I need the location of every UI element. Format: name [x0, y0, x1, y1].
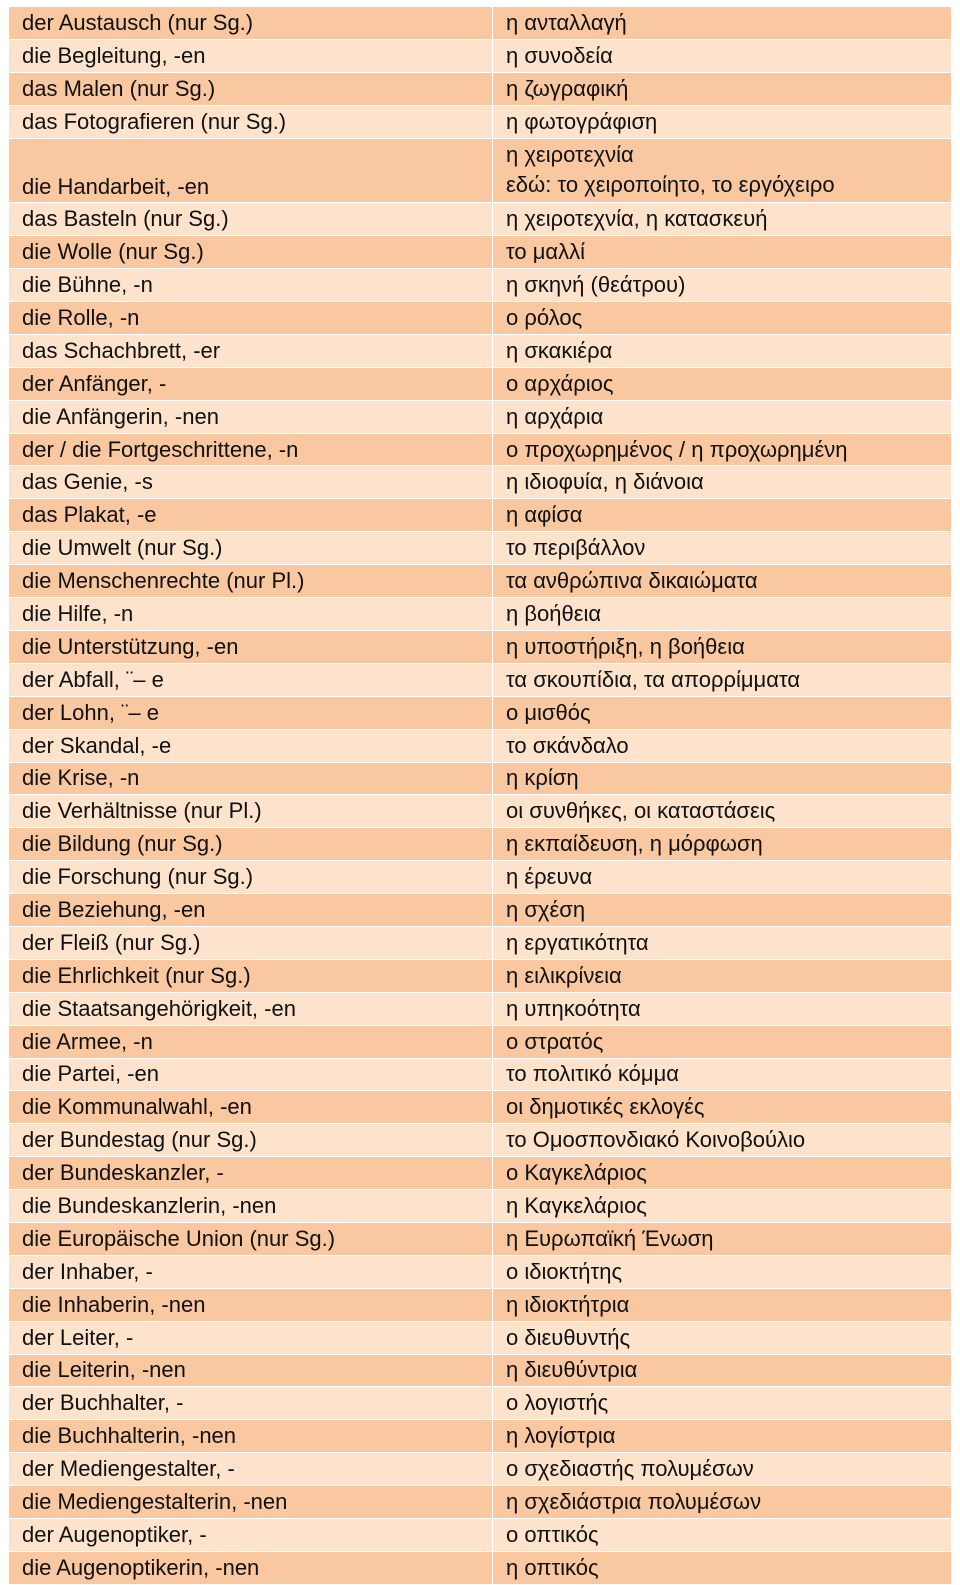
table-row: [9, 1288, 952, 1321]
greek-translation: οι δημοτικές εκλογές: [493, 1091, 952, 1124]
table-row: [9, 1025, 952, 1058]
greek-translation: η λογίστρια: [493, 1420, 952, 1453]
greek-translation: τα ανθρώπινα δικαιώματα: [493, 565, 952, 598]
german-term: die Inhaberin, -nen: [9, 1288, 493, 1321]
table-row: [9, 598, 952, 631]
table-row: [9, 762, 952, 795]
greek-translation: η κρίση: [493, 762, 952, 795]
greek-translation: το περιβάλλον: [493, 532, 952, 565]
greek-translation: ο προχωρημένος / η προχωρημένη: [493, 433, 952, 466]
table-row: [9, 630, 952, 663]
german-term: die Begleitung, -en: [9, 39, 493, 72]
german-term: die Europäische Union (nur Sg.): [9, 1222, 493, 1255]
vocabulary-table-body: [9, 7, 952, 1585]
table-row: [9, 729, 952, 762]
german-term: das Schachbrett, -er: [9, 334, 493, 367]
greek-translation: η υπηκοότητα: [493, 992, 952, 1025]
greek-translation: η Ευρωπαϊκή Ένωση: [493, 1222, 952, 1255]
german-term: das Genie, -s: [9, 466, 493, 499]
greek-translation: η ειλικρίνεια: [493, 959, 952, 992]
greek-translation: η σκηνή (θεάτρου): [493, 269, 952, 302]
table-row: [9, 861, 952, 894]
german-term: der Buchhalter, -: [9, 1387, 493, 1420]
german-term: der / die Fortgeschrittene, -n: [9, 433, 493, 466]
german-term: die Partei, -en: [9, 1058, 493, 1091]
table-row: [9, 696, 952, 729]
greek-translation: η αφίσα: [493, 499, 952, 532]
german-term: das Basteln (nur Sg.): [9, 203, 493, 236]
table-row: [9, 39, 952, 72]
table-row: [9, 499, 952, 532]
greek-translation: ο αρχάριος: [493, 367, 952, 400]
table-row: [9, 7, 952, 40]
table-row: [9, 138, 952, 203]
table-row: [9, 1387, 952, 1420]
greek-translation: το μαλλί: [493, 236, 952, 269]
table-row: [9, 663, 952, 696]
table-row: [9, 203, 952, 236]
german-term: die Anfängerin, -nen: [9, 400, 493, 433]
greek-translation: η σχεδιάστρια πολυμέσων: [493, 1486, 952, 1519]
greek-translation: τα σκουπίδια, τα απορρίμματα: [493, 663, 952, 696]
table-row: [9, 894, 952, 927]
greek-translation: ο μισθός: [493, 696, 952, 729]
table-row: [9, 565, 952, 598]
greek-translation: η ζωγραφική: [493, 72, 952, 105]
table-row: [9, 1058, 952, 1091]
greek-translation-line: η χειροτεχνία: [506, 142, 634, 168]
table-row: [9, 400, 952, 433]
greek-translation: οι συνθήκες, οι καταστάσεις: [493, 795, 952, 828]
table-row: [9, 334, 952, 367]
table-row: [9, 236, 952, 269]
greek-translation: ο ρόλος: [493, 302, 952, 335]
table-row: [9, 269, 952, 302]
german-term: die Unterstützung, -en: [9, 630, 493, 663]
table-row: [9, 795, 952, 828]
greek-translation: ο διευθυντής: [493, 1321, 952, 1354]
greek-translation: η ανταλλαγή: [493, 7, 952, 40]
table-row: [9, 105, 952, 138]
greek-translation: η χειροτεχνία, η κατασκευή: [493, 203, 952, 236]
greek-translation: η οπτικός: [493, 1551, 952, 1584]
greek-translation: ο λογιστής: [493, 1387, 952, 1420]
greek-translation: η εκπαίδευση, η μόρφωση: [493, 828, 952, 861]
greek-translation: ο σχεδιαστής πολυμέσων: [493, 1453, 952, 1486]
table-row: [9, 302, 952, 335]
german-term: die Kommunalwahl, -en: [9, 1091, 493, 1124]
greek-translation: ο Καγκελάριος: [493, 1157, 952, 1190]
greek-translation: το σκάνδαλο: [493, 729, 952, 762]
german-term: die Wolle (nur Sg.): [9, 236, 493, 269]
german-term: der Anfänger, -: [9, 367, 493, 400]
table-row: [9, 1124, 952, 1157]
german-term: der Abfall, ¨– e: [9, 663, 493, 696]
german-term: der Mediengestalter, -: [9, 1453, 493, 1486]
greek-translation: το πολιτικό κόμμα: [493, 1058, 952, 1091]
german-term: die Buchhalterin, -nen: [9, 1420, 493, 1453]
german-term: die Handarbeit, -en: [9, 138, 493, 203]
table-row: [9, 1190, 952, 1223]
german-term: die Augenoptikerin, -nen: [9, 1551, 493, 1584]
table-row: [9, 1321, 952, 1354]
greek-translation: το Ομοσπονδιακό Κοινοβούλιο: [493, 1124, 952, 1157]
greek-translation: η διευθύντρια: [493, 1354, 952, 1387]
german-term: die Bildung (nur Sg.): [9, 828, 493, 861]
table-row: [9, 828, 952, 861]
greek-translation: η ιδιοφυία, η διάνοια: [493, 466, 952, 499]
table-row: [9, 959, 952, 992]
german-term: die Hilfe, -n: [9, 598, 493, 631]
table-row: [9, 532, 952, 565]
greek-translation: [493, 138, 952, 203]
german-term: die Verhältnisse (nur Pl.): [9, 795, 493, 828]
table-row: [9, 992, 952, 1025]
greek-translation: η υποστήριξη, η βοήθεια: [493, 630, 952, 663]
table-row: [9, 433, 952, 466]
german-term: der Fleiß (nur Sg.): [9, 926, 493, 959]
greek-translation: η σχέση: [493, 894, 952, 927]
greek-translation: ο ιδιοκτήτης: [493, 1255, 952, 1288]
german-term: die Beziehung, -en: [9, 894, 493, 927]
german-term: die Forschung (nur Sg.): [9, 861, 493, 894]
greek-translation: η βοήθεια: [493, 598, 952, 631]
german-term: die Staatsangehörigkeit, -en: [9, 992, 493, 1025]
greek-translation: η συνοδεία: [493, 39, 952, 72]
table-row: [9, 1486, 952, 1519]
table-row: [9, 72, 952, 105]
german-term: die Rolle, -n: [9, 302, 493, 335]
table-row: [9, 1255, 952, 1288]
german-term: der Austausch (nur Sg.): [9, 7, 493, 40]
greek-translation: η εργατικότητα: [493, 926, 952, 959]
german-term: die Leiterin, -nen: [9, 1354, 493, 1387]
greek-translation-note: εδώ: το χειροποίητο, το εργόχειρο: [506, 172, 835, 198]
table-row: [9, 1354, 952, 1387]
german-term: die Bühne, -n: [9, 269, 493, 302]
table-row: [9, 1453, 952, 1486]
german-term: der Bundestag (nur Sg.): [9, 1124, 493, 1157]
table-row: [9, 367, 952, 400]
german-term: die Umwelt (nur Sg.): [9, 532, 493, 565]
greek-translation: η ιδιοκτήτρια: [493, 1288, 952, 1321]
greek-translation: ο στρατός: [493, 1025, 952, 1058]
german-term: die Bundeskanzlerin, -nen: [9, 1190, 493, 1223]
table-row: [9, 926, 952, 959]
german-term: die Krise, -n: [9, 762, 493, 795]
greek-translation: ο οπτικός: [493, 1518, 952, 1551]
table-row: [9, 1157, 952, 1190]
greek-translation: η Καγκελάριος: [493, 1190, 952, 1223]
table-row: [9, 1091, 952, 1124]
table-row: [9, 1518, 952, 1551]
greek-translation: η αρχάρια: [493, 400, 952, 433]
german-term: der Augenoptiker, -: [9, 1518, 493, 1551]
german-term: der Lohn, ¨– e: [9, 696, 493, 729]
table-row: [9, 466, 952, 499]
german-term: das Fotografieren (nur Sg.): [9, 105, 493, 138]
german-term: das Malen (nur Sg.): [9, 72, 493, 105]
greek-translation: η σκακιέρα: [493, 334, 952, 367]
german-term: der Skandal, -e: [9, 729, 493, 762]
table-row: [9, 1551, 952, 1584]
german-term: die Ehrlichkeit (nur Sg.): [9, 959, 493, 992]
german-term: die Mediengestalterin, -nen: [9, 1486, 493, 1519]
table-row: [9, 1222, 952, 1255]
vocabulary-table: [8, 6, 952, 1585]
table-row: [9, 1420, 952, 1453]
greek-translation: η έρευνα: [493, 861, 952, 894]
greek-translation: η φωτογράφιση: [493, 105, 952, 138]
german-term: die Armee, -n: [9, 1025, 493, 1058]
german-term: die Menschenrechte (nur Pl.): [9, 565, 493, 598]
german-term: das Plakat, -e: [9, 499, 493, 532]
german-term: der Bundeskanzler, -: [9, 1157, 493, 1190]
german-term: der Inhaber, -: [9, 1255, 493, 1288]
german-term: der Leiter, -: [9, 1321, 493, 1354]
